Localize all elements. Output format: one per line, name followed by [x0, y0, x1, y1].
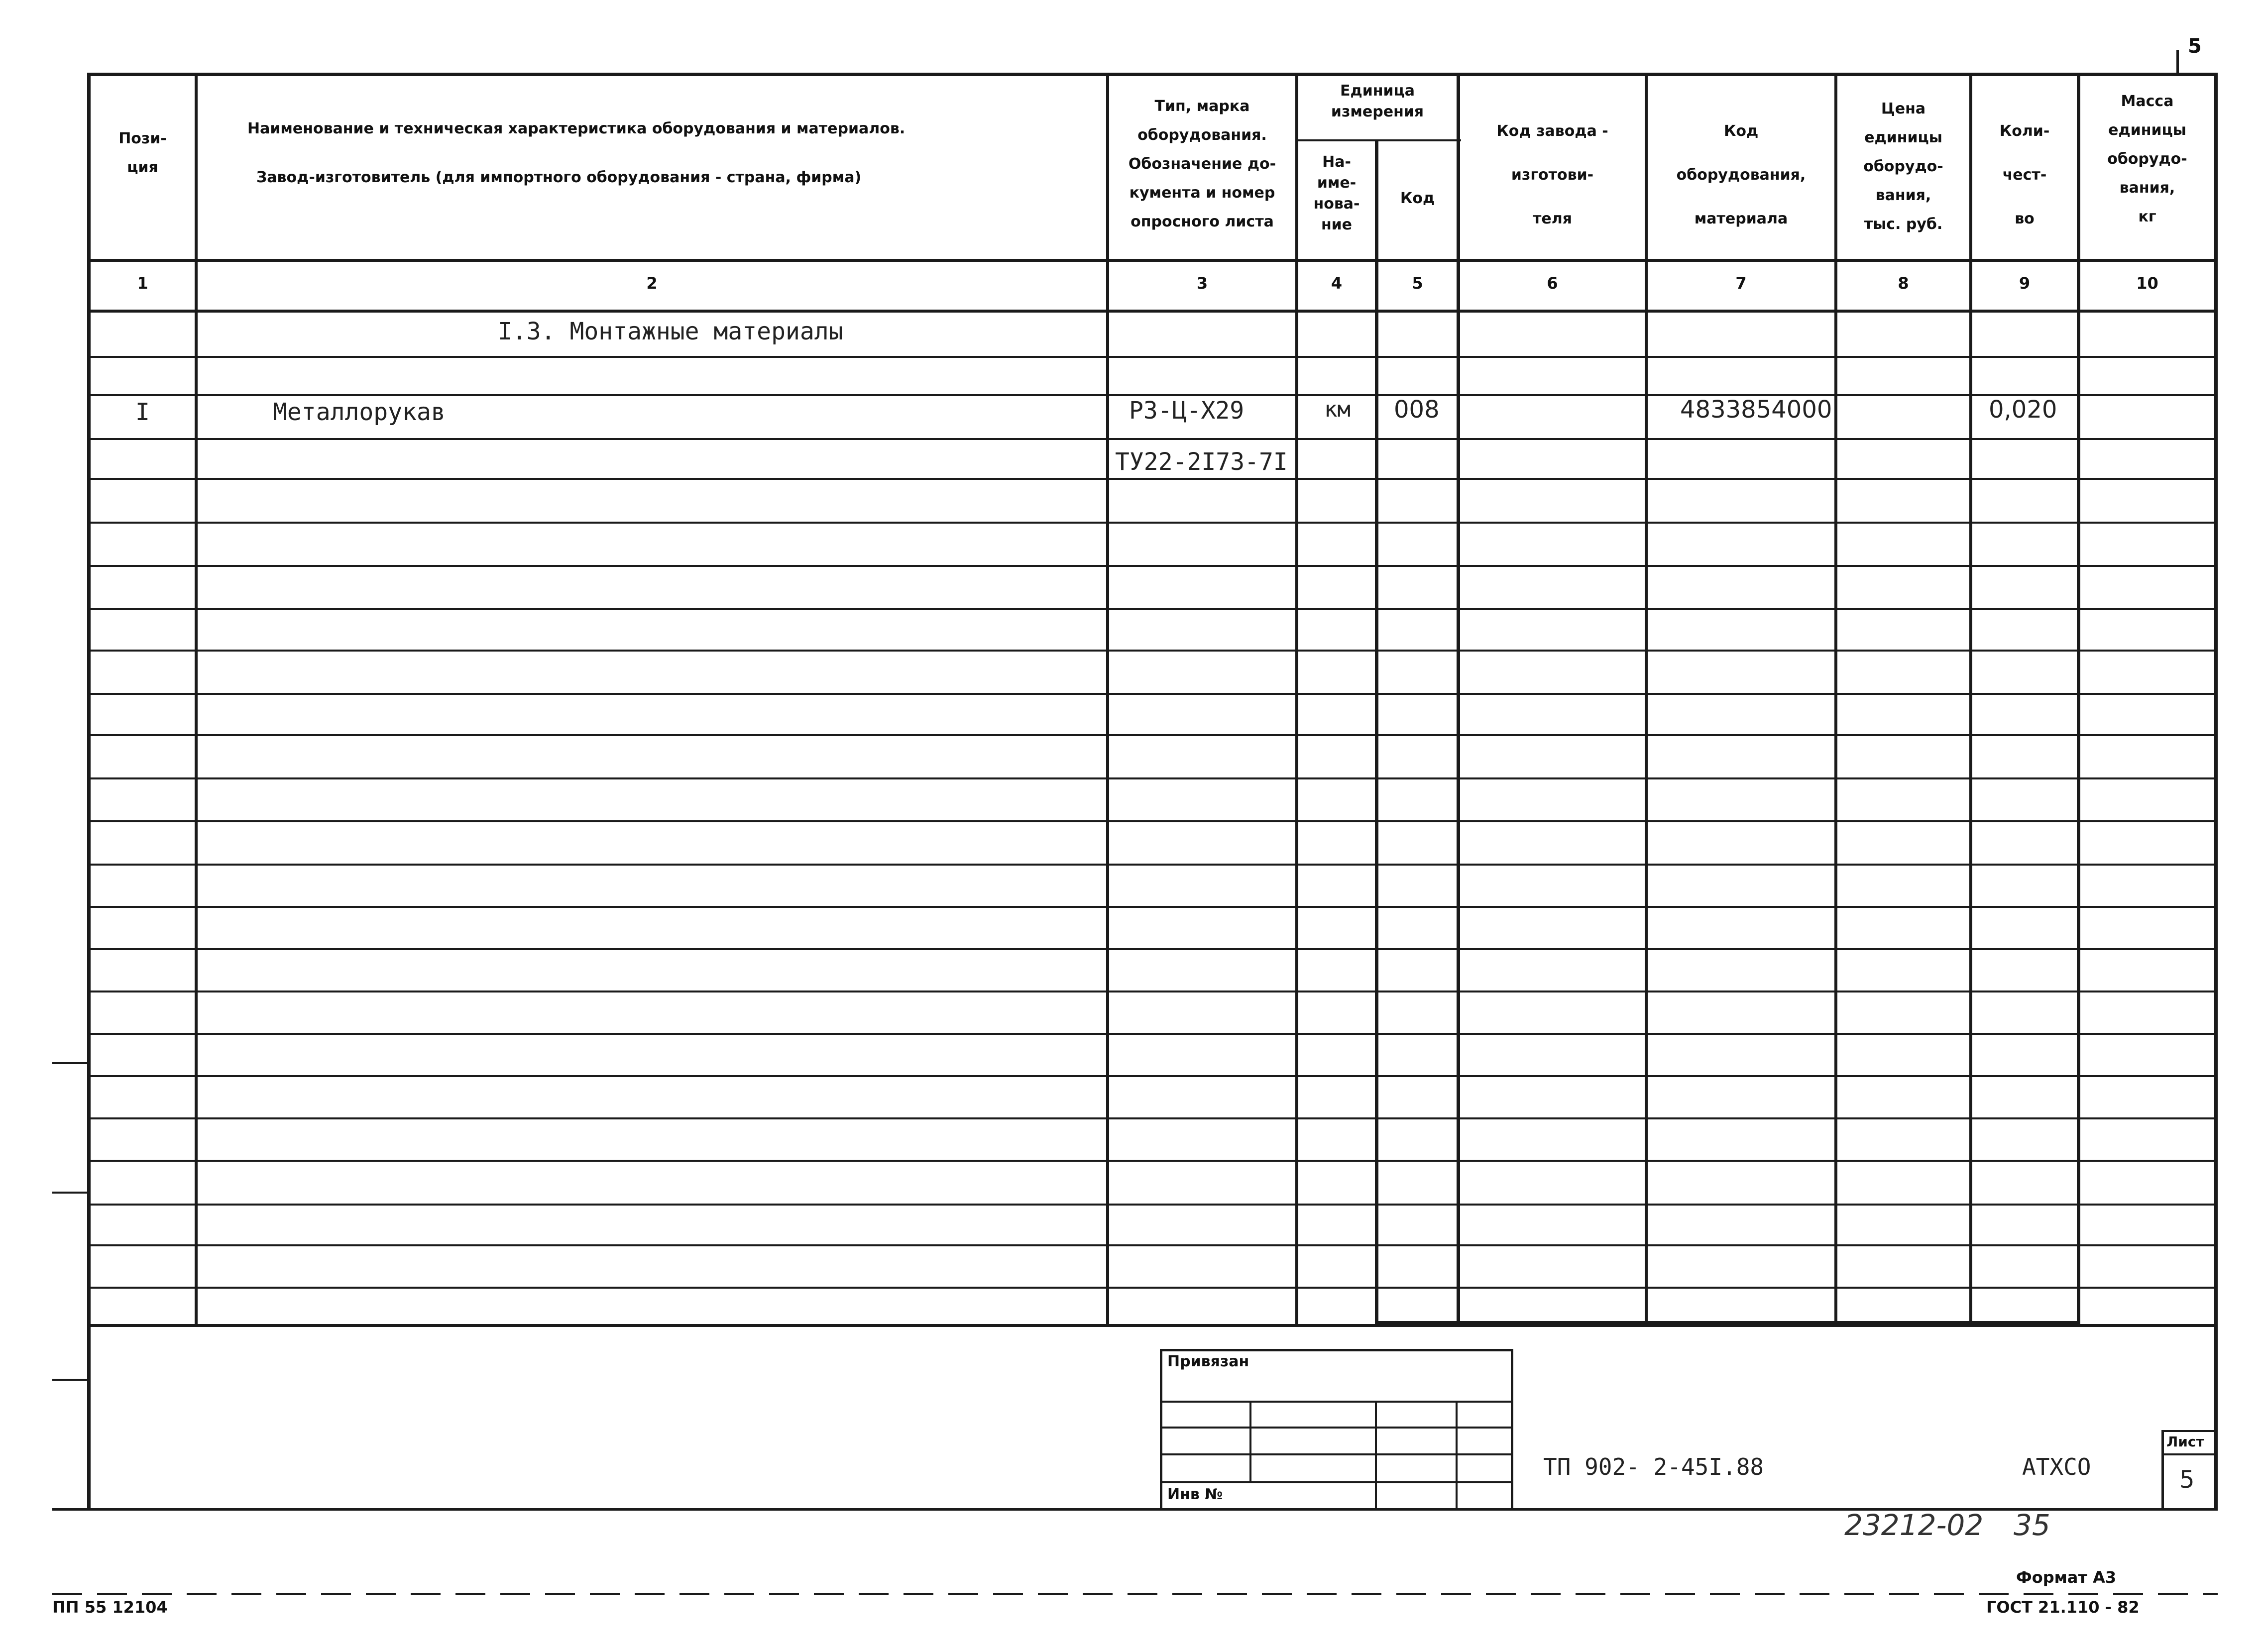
header-quantity-l1: Коли- — [1999, 122, 2050, 140]
row-line — [87, 734, 2218, 736]
colnum-6: 6 — [1547, 274, 1558, 293]
header-unit-code — [1378, 184, 1457, 213]
header-name — [198, 114, 1106, 192]
frame-left — [87, 73, 91, 1509]
header-mass-l4: вания, — [2119, 179, 2175, 197]
header-equipment-code-l1: Код — [1723, 122, 1759, 140]
row-line — [87, 1033, 2218, 1035]
unit-group-divider — [1297, 139, 1461, 141]
col-line-8 — [1969, 73, 1972, 1327]
row-line — [87, 608, 2218, 610]
stamp-sheet-label: Лист — [2166, 1433, 2204, 1450]
header-unit-name-l3: нова- — [1313, 195, 1360, 213]
header-manufacturer-code-l2: изготови- — [1511, 166, 1594, 184]
row-line — [87, 478, 2218, 480]
header-mass — [2080, 87, 2214, 231]
row-line — [87, 820, 2218, 822]
row1-type: РЗ-Ц-Х29 — [1129, 397, 1245, 425]
frame-right — [2214, 73, 2218, 1509]
header-mass-l2: единицы — [2108, 121, 2186, 139]
stamp-line-4 — [1160, 1481, 1513, 1483]
stamp-privyazan-block — [1160, 1349, 1513, 1509]
handwritten-number-left: 23212-02 — [1844, 1508, 1984, 1542]
colnum-4: 4 — [1331, 274, 1343, 293]
table-bottom-bold — [1375, 1321, 2080, 1325]
row-line — [87, 1075, 2218, 1077]
colnum-2: 2 — [646, 274, 658, 293]
header-type-l4: кумента и номер — [1129, 184, 1275, 202]
header-quantity-l2: чест- — [2002, 166, 2047, 184]
header-quantity — [1972, 110, 2077, 241]
row-line — [87, 1117, 2218, 1119]
header-equipment-code-l2: оборудования, — [1676, 166, 1806, 184]
row-line — [87, 991, 2218, 992]
stamp-line-3 — [1160, 1453, 1513, 1455]
row1-equipment-code: 4833854000 — [1680, 396, 1832, 424]
header-type-l2: оборудования. — [1137, 126, 1267, 144]
stamp-privyazan-label: Привязан — [1167, 1353, 1249, 1370]
colnum-5: 5 — [1412, 274, 1423, 293]
header-unit-code-l1: Код — [1400, 190, 1435, 207]
header-unit-group-l2: измерения — [1331, 103, 1424, 120]
stamp-vline-1 — [1249, 1401, 1251, 1483]
col-line-9 — [2077, 73, 2080, 1327]
colnum-8: 8 — [1898, 274, 1909, 293]
colnum-9: 9 — [2019, 274, 2031, 293]
section-title: I.3. Монтажные материалы — [498, 318, 843, 345]
stamp-inv-label: Инв № — [1167, 1486, 1223, 1503]
row1-position: I — [135, 398, 150, 426]
row-line — [87, 1244, 2218, 1246]
header-unit-name-l1: На- — [1322, 153, 1351, 171]
stamp-doc-code: АТХСО — [2022, 1453, 2091, 1480]
stamp-vline-2 — [1375, 1401, 1377, 1509]
row1-name: Металлорукав — [273, 398, 446, 426]
header-equipment-code-l3: материала — [1694, 210, 1788, 227]
header-unit-group-l1: Единица — [1340, 82, 1415, 100]
header-price-l5: тыс. руб. — [1864, 216, 1943, 233]
row-line — [87, 1160, 2218, 1162]
frame-top — [87, 73, 2218, 76]
header-unit-name-l2: име- — [1317, 174, 1357, 192]
stamp-line-1 — [1160, 1401, 1513, 1403]
colnum-10: 10 — [2136, 274, 2158, 293]
header-position-l1: Пози- — [118, 130, 167, 147]
col-line-5 — [1457, 73, 1460, 1327]
col-line-4 — [1375, 139, 1378, 1327]
header-name-l2: Завод-изготовитель (для импортного оборудования - страна, фирма) — [256, 169, 862, 186]
row1-quantity: 0,020 — [1989, 396, 2057, 424]
margin-tick-3 — [52, 1379, 88, 1381]
header-position — [91, 124, 195, 182]
stamp-sheet-top — [2161, 1430, 2214, 1432]
colnum-3: 3 — [1196, 274, 1208, 293]
header-price — [1837, 95, 1969, 239]
colnum-7: 7 — [1735, 274, 1747, 293]
header-type-l5: опросного листа — [1131, 213, 1274, 230]
footer-gost: ГОСТ 21.110 - 82 — [1986, 1598, 2140, 1617]
stamp-vline-3 — [1456, 1401, 1458, 1509]
header-type — [1109, 92, 1295, 236]
colnum-1: 1 — [137, 274, 148, 293]
row-line — [87, 565, 2218, 567]
row2-type: ТУ22-2I73-7I — [1115, 448, 1288, 476]
footer-dashed-line — [52, 1593, 2218, 1595]
row-line — [87, 693, 2218, 695]
header-unit-name — [1298, 152, 1375, 235]
col-line-6 — [1645, 73, 1648, 1327]
row-line — [87, 1204, 2218, 1206]
header-bottom-line — [87, 259, 2218, 262]
col-line-2 — [1106, 73, 1109, 1327]
col-line-3 — [1295, 73, 1298, 1327]
margin-tick-1 — [52, 1062, 88, 1064]
header-price-l1: Цена — [1881, 100, 1926, 117]
header-name-l1: Наименование и техническая характеристика оборудования и материалов. — [247, 120, 906, 137]
handwritten-number-right: 35 — [2014, 1508, 2050, 1542]
header-manufacturer-code-l3: теля — [1533, 210, 1572, 227]
stamp-line-2 — [1160, 1427, 1513, 1429]
row-line — [87, 438, 2218, 440]
stamp-sheet-number: 5 — [2179, 1466, 2195, 1494]
header-manufacturer-code — [1460, 110, 1645, 241]
header-type-l3: Обозначение до- — [1128, 155, 1276, 173]
row-line — [87, 864, 2218, 866]
corner-tick — [2176, 50, 2179, 73]
row-line — [87, 394, 2218, 396]
stamp-designation: ТП 902- 2-45I.88 — [1543, 1453, 1764, 1480]
row1-unit-name: км — [1324, 397, 1351, 422]
header-manufacturer-code-l1: Код завода - — [1496, 122, 1608, 140]
header-quantity-l3: во — [2015, 210, 2035, 227]
row-line — [87, 948, 2218, 950]
header-mass-l3: оборудо- — [2107, 150, 2187, 168]
row-line — [87, 906, 2218, 908]
colnum-bottom-line — [87, 310, 2218, 313]
corner-mark: 5 — [2188, 35, 2202, 58]
header-price-l3: оборудо- — [1863, 158, 1943, 175]
margin-tick-2 — [52, 1192, 88, 1194]
header-price-l4: вания, — [1875, 187, 1931, 204]
col-line-1 — [195, 73, 198, 1327]
stamp-sheet-divider — [2161, 1453, 2214, 1455]
header-unit-name-l4: ние — [1321, 216, 1353, 233]
row-line — [87, 777, 2218, 779]
header-price-l2: единицы — [1864, 129, 1942, 146]
row-line — [87, 356, 2218, 358]
footer-left-code: ПП 55 12104 — [52, 1598, 168, 1617]
col-line-7 — [1834, 73, 1837, 1327]
header-unit-group — [1298, 81, 1457, 122]
row1-unit-code: 008 — [1394, 396, 1440, 424]
header-equipment-code — [1648, 110, 1834, 241]
header-type-l1: Тип, марка — [1154, 98, 1250, 115]
row-line — [87, 1287, 2218, 1289]
header-mass-l1: Масса — [2121, 93, 2174, 110]
header-mass-l5: кг — [2138, 208, 2156, 225]
row-line — [87, 522, 2218, 524]
row-line — [87, 650, 2218, 652]
header-position-l2: ция — [127, 159, 158, 176]
footer-format: Формат А3 — [2016, 1568, 2117, 1587]
